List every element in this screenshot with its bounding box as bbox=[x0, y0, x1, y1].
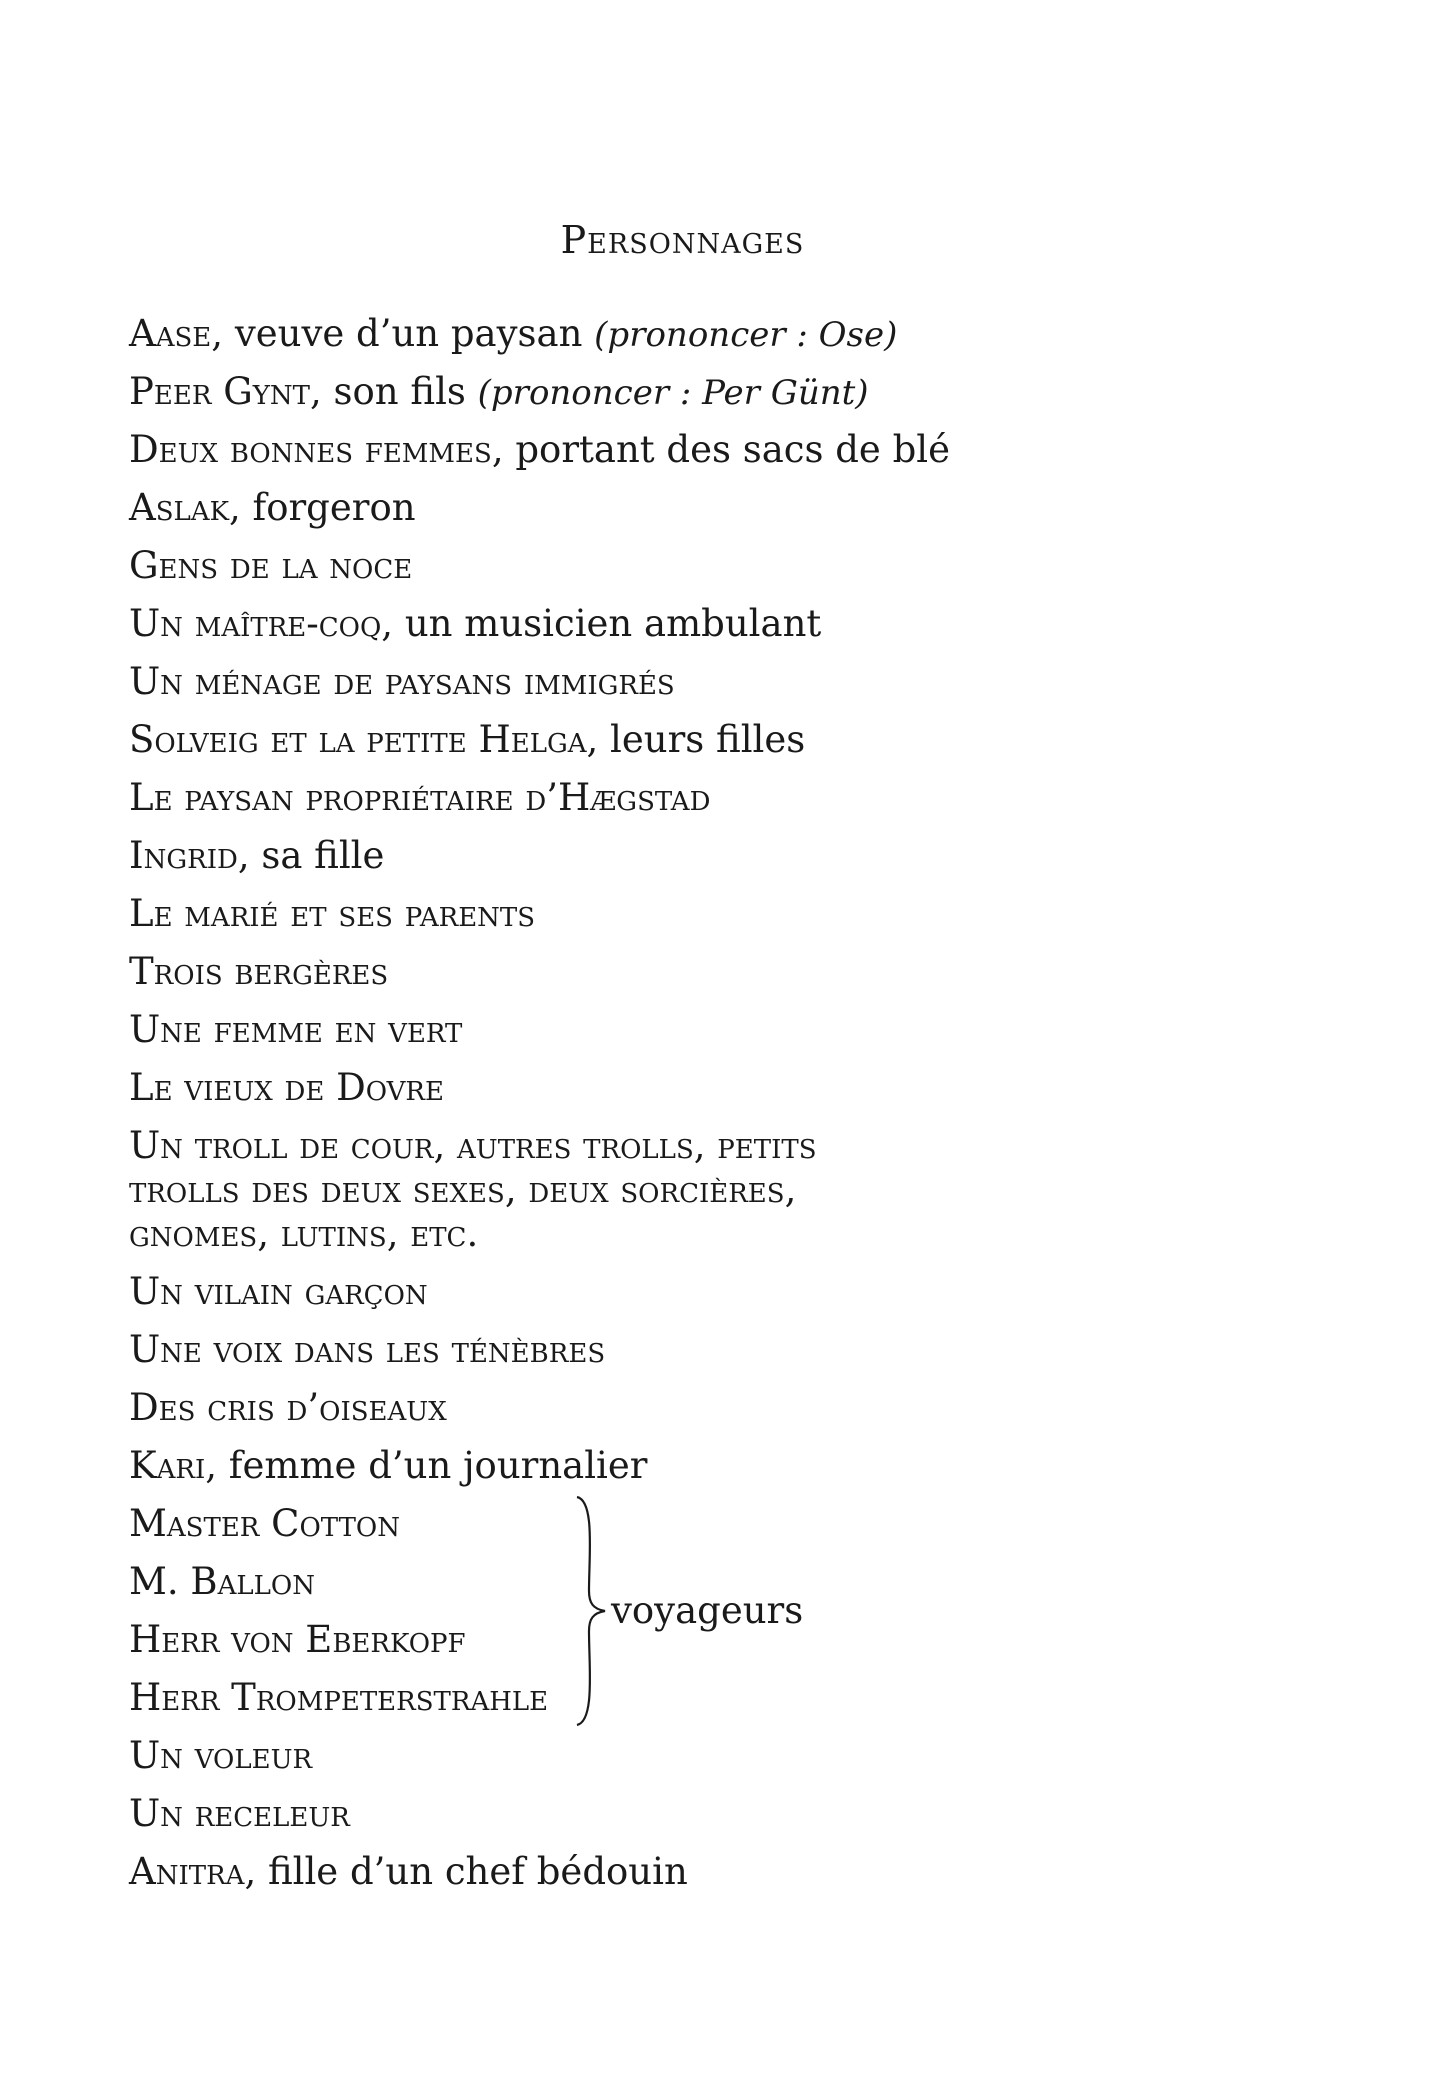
list-item bbox=[129, 537, 1329, 595]
character-name: Des cris d’oiseaux bbox=[129, 1386, 447, 1429]
list-item bbox=[129, 305, 1329, 363]
character-list bbox=[129, 305, 1329, 1901]
list-item bbox=[129, 1059, 1329, 1117]
character-desc: , un musicien ambulant bbox=[381, 602, 822, 645]
character-name: Deux bonnes femmes bbox=[129, 428, 492, 471]
character-desc: , sa fille bbox=[237, 834, 385, 877]
character-name: Gens de la noce bbox=[129, 544, 413, 587]
list-item bbox=[129, 1263, 1329, 1321]
character-name: Un ménage de paysans immigrés bbox=[129, 660, 675, 703]
list-item bbox=[129, 1001, 1329, 1059]
character-name: Master Cotton bbox=[129, 1502, 400, 1545]
character-name: Le marié et ses parents bbox=[129, 892, 536, 935]
character-desc: , son fils bbox=[310, 370, 478, 413]
list-item bbox=[129, 1321, 1329, 1379]
character-desc: , femme d’un journalier bbox=[205, 1444, 648, 1487]
list-item bbox=[129, 711, 1329, 769]
character-name: Ingrid bbox=[129, 834, 238, 877]
pronunciation-note: (prononcer : Ose) bbox=[594, 315, 898, 355]
character-name: Un troll de cour, autres trolls, petits trolls des deux sexes, deux sorcières, gnomes, lutins, etc. bbox=[129, 1124, 817, 1255]
list-item bbox=[129, 827, 1329, 885]
list-item bbox=[129, 1669, 1329, 1727]
character-name: Un maître-coq bbox=[129, 602, 382, 645]
character-name: Peer Gynt bbox=[129, 370, 311, 413]
character-name: Anitra bbox=[129, 1850, 245, 1893]
list-item bbox=[129, 479, 1329, 537]
character-name: Herr von Eberkopf bbox=[129, 1618, 466, 1661]
character-name: Une femme en vert bbox=[129, 1008, 463, 1051]
page-title: Personnages bbox=[560, 218, 805, 262]
list-item bbox=[129, 363, 1329, 421]
character-name: Herr Trompeterstrahle bbox=[129, 1676, 549, 1719]
travelers-group bbox=[129, 1495, 1329, 1727]
character-desc: , veuve d’un paysan bbox=[211, 312, 595, 355]
list-item bbox=[129, 769, 1329, 827]
character-desc: , portant des sacs de blé bbox=[491, 428, 951, 471]
character-desc: , fille d’un chef bédouin bbox=[244, 1850, 688, 1893]
list-item bbox=[129, 1785, 1329, 1843]
list-item bbox=[129, 595, 1329, 653]
character-name: Le paysan propriétaire d’Hægstad bbox=[129, 776, 711, 819]
character-name: M. Ballon bbox=[129, 1560, 315, 1603]
pronunciation-note: (prononcer : Per Günt) bbox=[477, 373, 869, 413]
character-name: Le vieux de Dovre bbox=[129, 1066, 444, 1109]
list-item bbox=[129, 1495, 1329, 1553]
character-name: Solveig et la petite Helga bbox=[129, 718, 587, 761]
character-desc: , forgeron bbox=[229, 486, 416, 529]
character-name: Un receleur bbox=[129, 1792, 350, 1835]
list-item bbox=[129, 653, 1329, 711]
character-name: Un vilain garçon bbox=[129, 1270, 428, 1313]
character-name: Trois bergères bbox=[129, 950, 389, 993]
list-item bbox=[129, 421, 1329, 479]
curly-brace-icon bbox=[571, 1495, 611, 1727]
character-desc: , leurs filles bbox=[586, 718, 806, 761]
list-item bbox=[129, 1117, 849, 1263]
list-item bbox=[129, 885, 1329, 943]
group-label: voyageurs bbox=[611, 1589, 804, 1632]
list-item bbox=[129, 1843, 1329, 1901]
list-item bbox=[129, 943, 1329, 1001]
list-item bbox=[129, 1437, 1329, 1495]
list-item bbox=[129, 1727, 1329, 1785]
character-name: Aase bbox=[129, 312, 212, 355]
character-name: Une voix dans les ténèbres bbox=[129, 1328, 606, 1371]
character-name: Un voleur bbox=[129, 1734, 313, 1777]
list-item bbox=[129, 1379, 1329, 1437]
character-name: Kari bbox=[129, 1444, 206, 1487]
character-name: Aslak bbox=[129, 486, 229, 529]
